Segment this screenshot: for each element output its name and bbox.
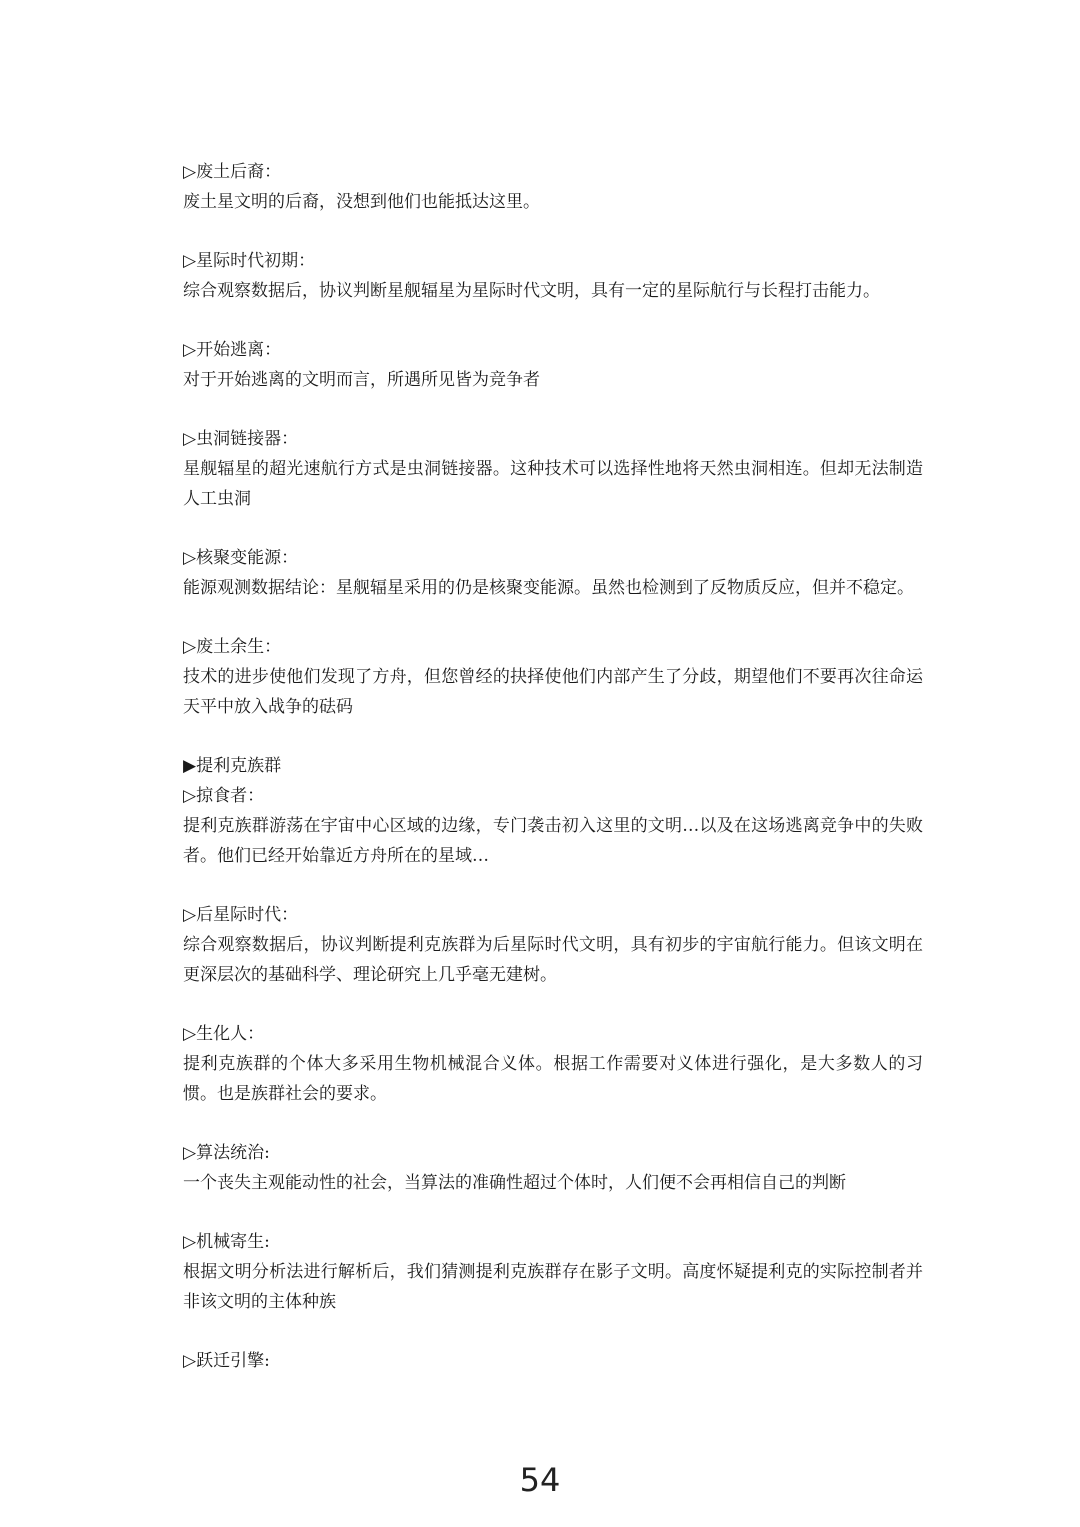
entry-cyborg (183, 1019, 923, 1109)
entry-heading: ▷算法统治: (183, 1143, 270, 1163)
entry-heading: ▷机械寄生: (183, 1232, 270, 1252)
entry-text: 综合观察数据后，协议判断星舰辐星为星际时代文明，具有一定的星际航行与长程打击能力。 (183, 281, 880, 301)
entry-text: 一个丧失主观能动性的社会，当算法的准确性超过个体时，人们便不会再相信自己的判断 (183, 1173, 846, 1193)
entry-heading: ▷星际时代初期： (183, 251, 316, 271)
entry-wasteland-survivors (183, 632, 923, 722)
entry-fusion-energy (183, 543, 923, 603)
entry-text: 综合观察数据后，协议判断提利克族群为后星际时代文明，具有初步的宇宙航行能力。但该文明在更深层次的基础科学、理论研究上几乎毫无建树。 (183, 935, 923, 985)
entry-heading: ▷后星际时代： (183, 905, 299, 925)
entry-jump-engine (183, 1346, 923, 1376)
entry-text: 星舰辐星的超光速航行方式是虫洞链接器。这种技术可以选择性地将天然虫洞相连。但却无法制造人工虫洞 (183, 459, 923, 509)
entry-wasteland-descendants (183, 157, 923, 217)
entry-heading: ▷废土余生： (183, 637, 282, 657)
entry-heading: ▷掠食者： (183, 786, 265, 806)
entry-text: 对于开始逃离的文明而言，所遇所见皆为竞争者 (183, 370, 540, 390)
entry-text: 提利克族群的个体大多采用生物机械混合义体。根据工作需要对义体进行强化，是大多数人的习惯。也是族群社会的要求。 (183, 1054, 923, 1104)
entry-heading: ▷虫洞链接器： (183, 429, 299, 449)
entry-start-escape (183, 335, 923, 395)
entry-mechanical-parasite (183, 1227, 923, 1317)
entry-text: 能源观测数据结论：星舰辐星采用的仍是核聚变能源。虽然也检测到了反物质反应，但并不稳定。 (183, 578, 914, 598)
entry-early-interstellar (183, 246, 923, 306)
entry-heading: ▷生化人： (183, 1024, 265, 1044)
entry-heading: ▷废土后裔： (183, 162, 282, 182)
page-content (183, 157, 923, 1405)
entry-heading: ▷跃迁引擎: (183, 1351, 270, 1371)
page-number: 54 (519, 1461, 561, 1499)
section-tilik-clan (183, 751, 923, 871)
entry-heading: ▷核聚变能源： (183, 548, 299, 568)
entry-post-interstellar (183, 900, 923, 990)
entry-wormhole-linker (183, 424, 923, 514)
section-title: ▶提利克族群 (183, 756, 282, 776)
entry-text: 提利克族群游荡在宇宙中心区域的边缘，专门袭击初入这里的文明…以及在这场逃离竞争中的失败者。他们已经开始靠近方舟所在的星域… (183, 816, 923, 866)
entry-text: 根据文明分析法进行解析后，我们猜测提利克族群存在影子文明。高度怀疑提利克的实际控制者并非该文明的主体种族 (183, 1262, 923, 1312)
entry-text: 废土星文明的后裔，没想到他们也能抵达这里。 (183, 192, 540, 212)
entry-text: 技术的进步使他们发现了方舟，但您曾经的抉择使他们内部产生了分歧，期望他们不要再次往命运天平中放入战争的砝码 (183, 667, 923, 717)
entry-heading: ▷开始逃离： (183, 340, 282, 360)
entry-algorithm-rule (183, 1138, 923, 1198)
